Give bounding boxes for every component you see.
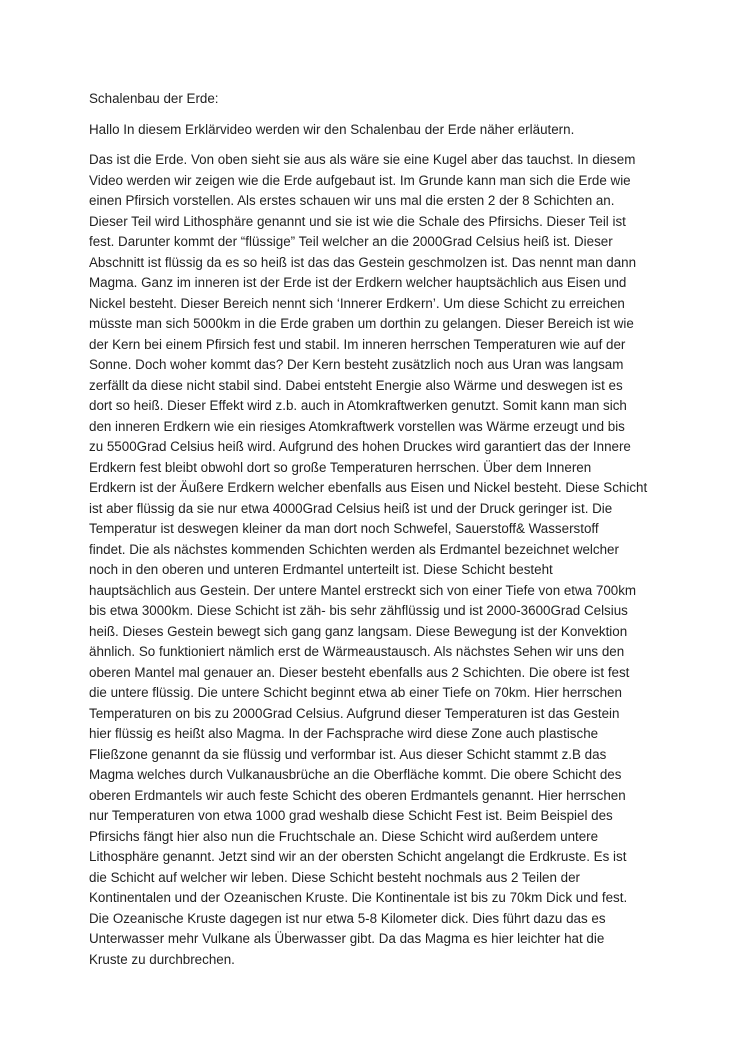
document-title: Schalenbau der Erde: <box>89 91 219 106</box>
document-content <box>89 89 675 970</box>
intro-paragraph: Hallo In diesem Erklärvideo werden wir den Schalenbau der Erde näher erläutern. <box>89 121 575 137</box>
body-paragraph: Das ist die Erde. Von oben sieht sie aus als wäre sie eine Kugel aber das tauchst. In diesem Video werden wir zeigen wie die Erde aufgebaut ist. Im Grunde kann man sich die Erde wie einen Pfirsich vorstellen. Als erstes schauen wir uns mal die ersten 2 der 8 Schichten an. Dieser Teil wird Lithosphäre genannt und sie ist wie die Schale des Pfirsichs. Dieser Teil ist fest. Darunter kommt der “flüssige” Teil welcher an die 2000Grad Celsius heiß ist. Dieser Abschnitt ist flüssig da es so heiß ist das das Gestein geschmolzen ist. Das nennt man dann Magma. Ganz im inneren ist der Erde ist der Erdkern welcher hauptsächlich aus Eisen und Nickel besteht. Dieser Bereich nennt sich ‘Innerer Erdkern’. Um diese Schicht zu erreichen müsste man sich 5000km in die Erde graben um dorthin zu gelangen. Dieser Bereich ist wie der Kern bei einem Pfirsich fest und stabil. Im inneren herrschen Temperaturen wie auf der Sonne. Doch woher kommt das? Der Kern besteht zusätzlich noch aus Uran was langsam zerfällt da diese nicht stabil sind. Dabei entsteht Energie also Wärme und deswegen ist es dort so heiß. Dieser Effekt wird z.b. auch in Atomkraftwerken genutzt. Somit kann man sich den inneren Erdkern wie ein riesiges Atomkraftwerk vorstellen was Wärme erzeugt und bis zu 5500Grad Celsius heiß wird. Aufgrund des hohen Druckes wird garantiert das der Innere Erdkern fest bleibt obwohl dort so große Temperaturen herrschen. Über dem Inneren Erdkern ist der Äußere Erdkern welcher ebenfalls aus Eisen und Nickel besteht. Diese Schicht ist aber flüssig da sie nur etwa 4000Grad Celsius heiß ist und der Druck geringer ist. Die Temperatur ist deswegen kleiner da man dort noch Schwefel, Sauerstoff& Wasserstoff findet. Die als nächstes kommenden Schichten werden als Erdmantel bezeichnet welcher noch in den oberen und unteren Erdmantel unterteilt ist. Diese Schicht besteht hauptsächlich aus Gestein. Der untere Mantel erstreckt sich von einer Tiefe von etwa 700km bis etwa 3000km. Diese Schicht ist zäh- bis sehr zähflüssig und ist 2000-3600Grad Celsius heiß. Dieses Gestein bewegt sich gang ganz langsam. Diese Bewegung ist der Konvektion ähnlich. So funktioniert nämlich erst de Wärmeaustausch. Als nächstes Sehen wir uns den oberen Mantel mal genauer an. Dieser besteht ebenfalls aus 2 Schichten. Die obere ist fest die untere flüssig. Die untere Schicht beginnt etwa ab einer Tiefe on 70km. Hier herrschen Temperaturen on bis zu 2000Grad Celsius. Aufgrund dieser Temperaturen ist das Gestein hier flüssig es heißt also Magma. In der Fachsprache wird diese Zone auch plastische Fließzone genannt da sie flüssig und verformbar ist. Aus dieser Schicht stammt z.B das Magma welches durch Vulkanausbrüche an die Oberfläche kommt. Die obere Schicht des oberen Erdmantels wir auch feste Schicht des oberen Erdmantels genannt. Hier herrschen nur Temperaturen von etwa 1000 grad weshalb diese Schicht Fest ist. Beim Beispiel des Pfirsichs fängt hier also nun die Fruchtschale an. Diese Schicht wird außerdem untere Lithosphäre genannt. Jetzt sind wir an der obersten Schicht angelangt die Erdkruste. Es ist die Schicht auf welcher wir leben. Diese Schicht besteht nochmals aus 2 Teilen der Kontinentalen und der Ozeanischen Kruste. Die Kontinentale ist bis zu 70km Dick und fest. Die Ozeanische Kruste dagegen ist nur etwa 5-8 Kilometer dick. Dies führt dazu das es Unterwasser mehr Vulkane als Überwasser gibt. Da das Magma es hier leichter hat die Kruste zu durchbrechen. <box>89 152 648 967</box>
